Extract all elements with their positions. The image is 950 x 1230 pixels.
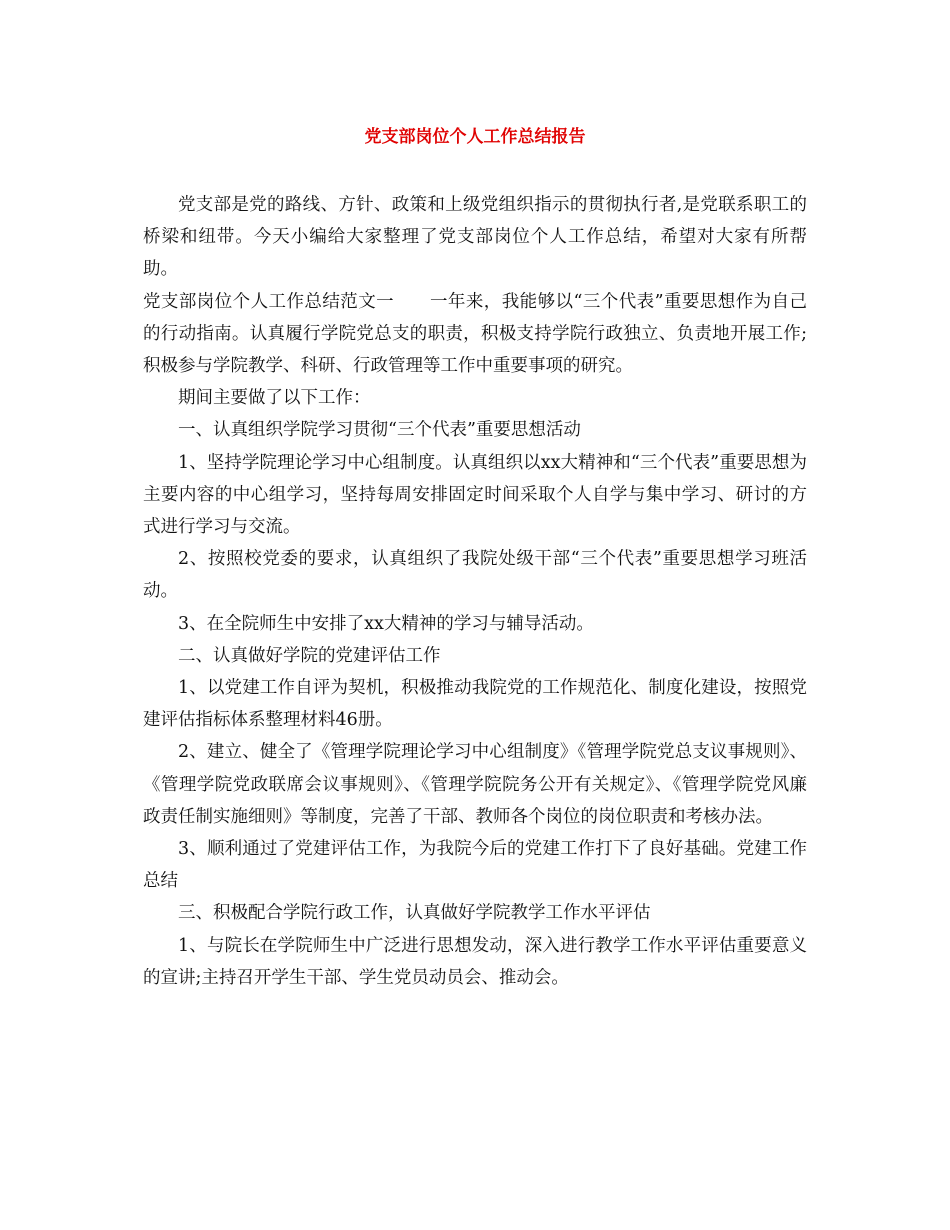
document-title: 党支部岗位个人工作总结报告 <box>364 127 586 147</box>
paragraph: 1、以党建工作自评为契机，积极推动我院党的工作规范化、制度化建设，按照党建评估指标体系整理材料46册。 <box>143 678 807 731</box>
document-body <box>143 189 807 994</box>
paragraph: 2、按照校党委的要求，认真组织了我院处级干部“三个代表”重要思想学习班活动。 <box>143 549 807 602</box>
paragraph: 期间主要做了以下工作： <box>178 388 371 409</box>
paragraph: 1、与院长在学院师生中广泛进行思想发动，深入进行教学工作水平评估重要意义的宣讲;主持召开学生干部、学生党员动员会、推动会。 <box>143 935 807 988</box>
paragraph: 3、顺利通过了党建评估工作，为我院今后的党建工作打下了良好基础。党建工作总结 <box>143 839 807 892</box>
paragraph: 一、认真组织学院学习贯彻“三个代表”重要思想活动 <box>178 420 581 441</box>
paragraph: 三、积极配合学院行政工作，认真做好学院教学工作水平评估 <box>178 903 651 924</box>
paragraph: 3、在全院师生中安排了xx大精神的学习与辅导活动。 <box>178 613 594 634</box>
paragraph: 党支部岗位个人工作总结范文一 一年来，我能够以“三个代表”重要思想作为自己的行动指南。认真履行学院党总支的职责，积极支持学院行政独立、负责地开展工作;积极参与学院教学、科研、行政管理等工作中重要事项的研究。 <box>143 291 807 377</box>
paragraph: 2、建立、健全了《管理学院理论学习中心组制度》《管理学院党总支议事规则》、《管理学院党政联席会议事规则》、《管理学院院务公开有关规定》、《管理学院党风廉政责任制实施细则》等制度，完善了干部、教师各个岗位的岗位职责和考核办法。 <box>143 742 807 827</box>
paragraph: 党支部是党的路线、方针、政策和上级党组织指示的贯彻执行者,是党联系职工的桥梁和纽带。今天小编给大家整理了党支部岗位个人工作总结，希望对大家有所帮助。 <box>143 195 807 280</box>
paragraph: 二、认真做好学院的党建评估工作 <box>178 645 441 666</box>
paragraph: 1、坚持学院理论学习中心组制度。认真组织以xx大精神和“三个代表”重要思想为主要内容的中心组学习，坚持每周安排固定时间采取个人自学与集中学习、研讨的方式进行学习与交流。 <box>143 452 807 538</box>
